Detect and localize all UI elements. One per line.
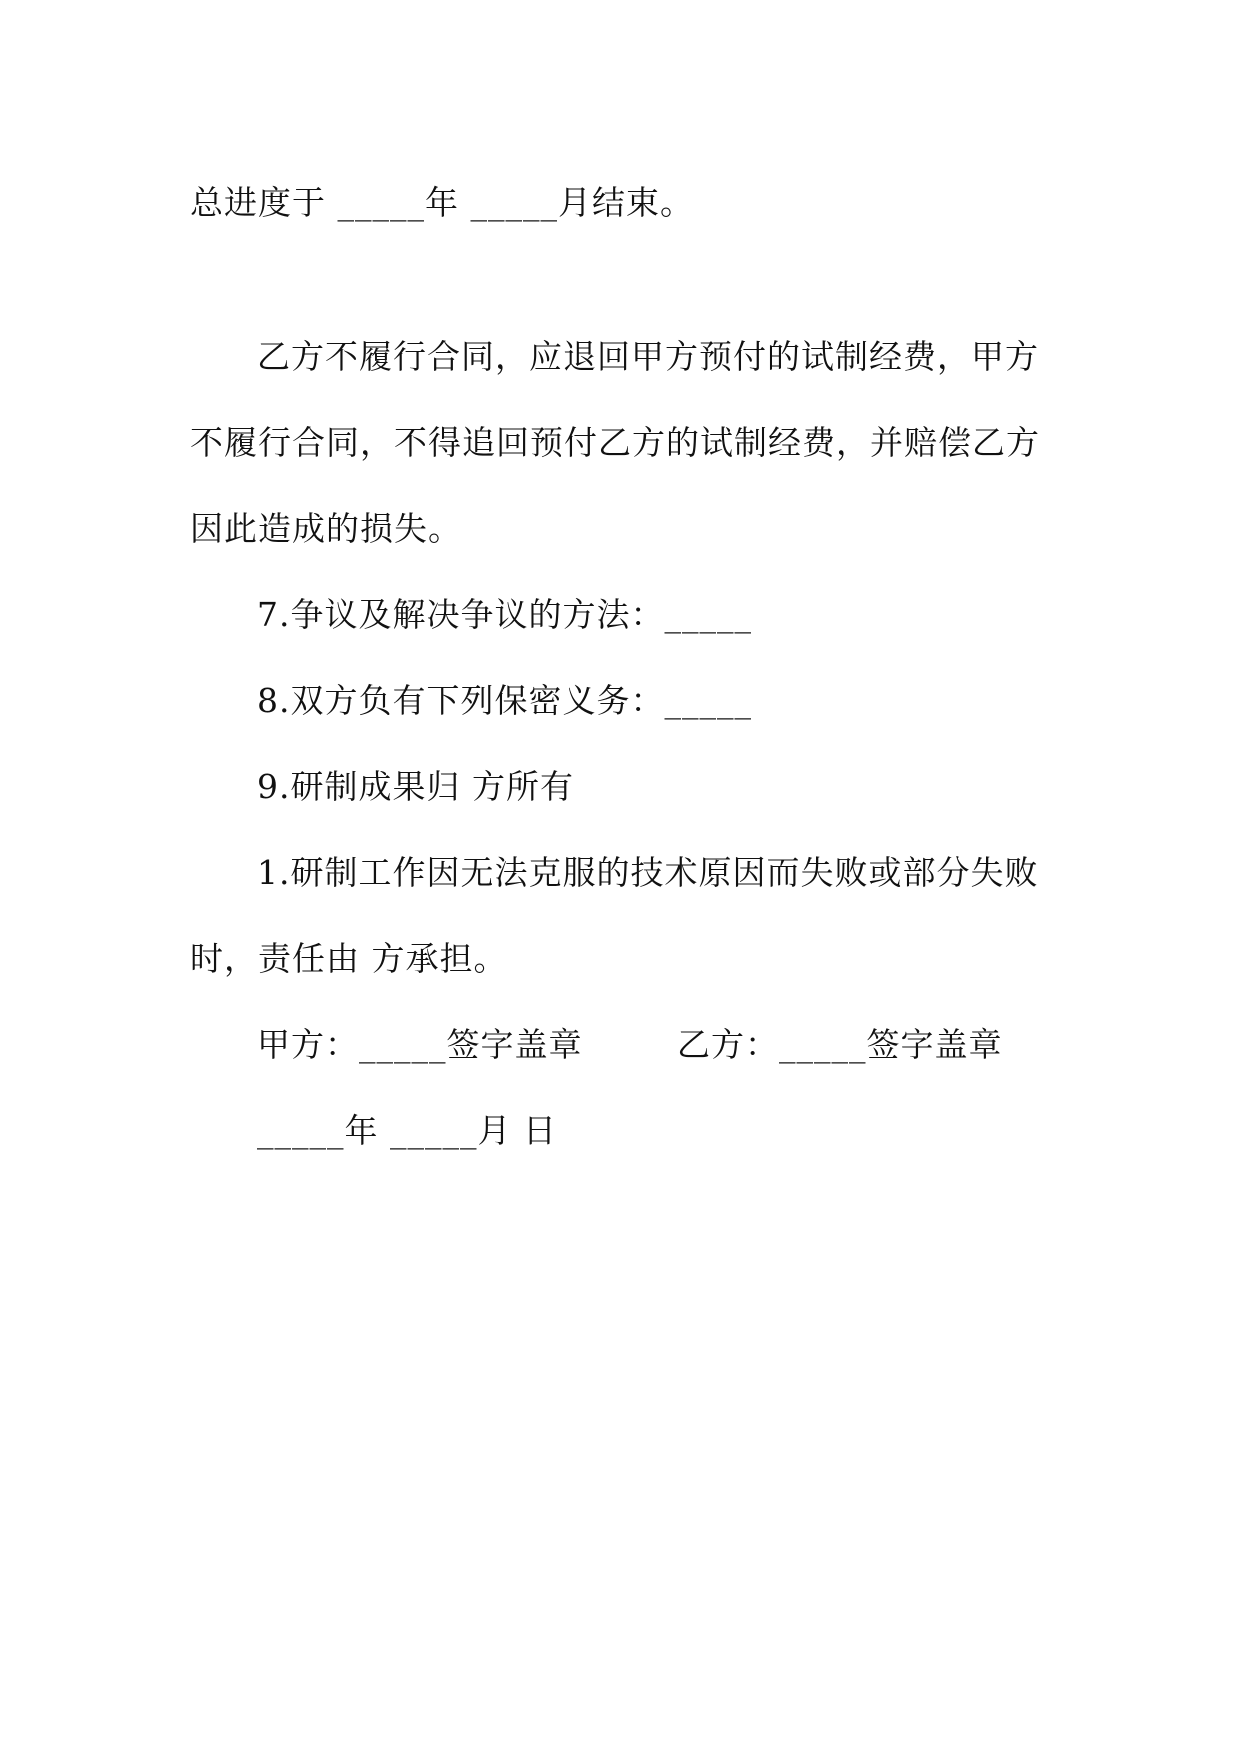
clause-1-failure-line-2: 时，责任由 方承担。 [190,939,508,978]
signature-party-b: 乙方：_____签字盖章 [677,1025,1003,1064]
breach-paragraph-line-1: 乙方不履行合同，应退回甲方预付的试制经费，甲方 [257,337,1039,376]
signature-party-a: 甲方：_____签字盖章 [257,1025,583,1064]
date-line: _____年 _____月 日 [257,1111,557,1150]
clause-9-ownership: 9.研制成果归 方所有 [257,767,574,806]
clause-1-failure-line-1: 1.研制工作因无法克服的技术原因而失败或部分失败 [257,853,1039,892]
clause-8-confidentiality: 8.双方负有下列保密义务：_____ [257,681,752,720]
clause-7-dispute-resolution: 7.争议及解决争议的方法：_____ [257,595,752,634]
breach-paragraph-line-3: 因此造成的损失。 [190,509,462,548]
schedule-end-line: 总进度于 _____年 _____月结束。 [190,183,694,222]
breach-paragraph-line-2: 不履行合同，不得追回预付乙方的试制经费，并赔偿乙方 [190,423,1040,462]
